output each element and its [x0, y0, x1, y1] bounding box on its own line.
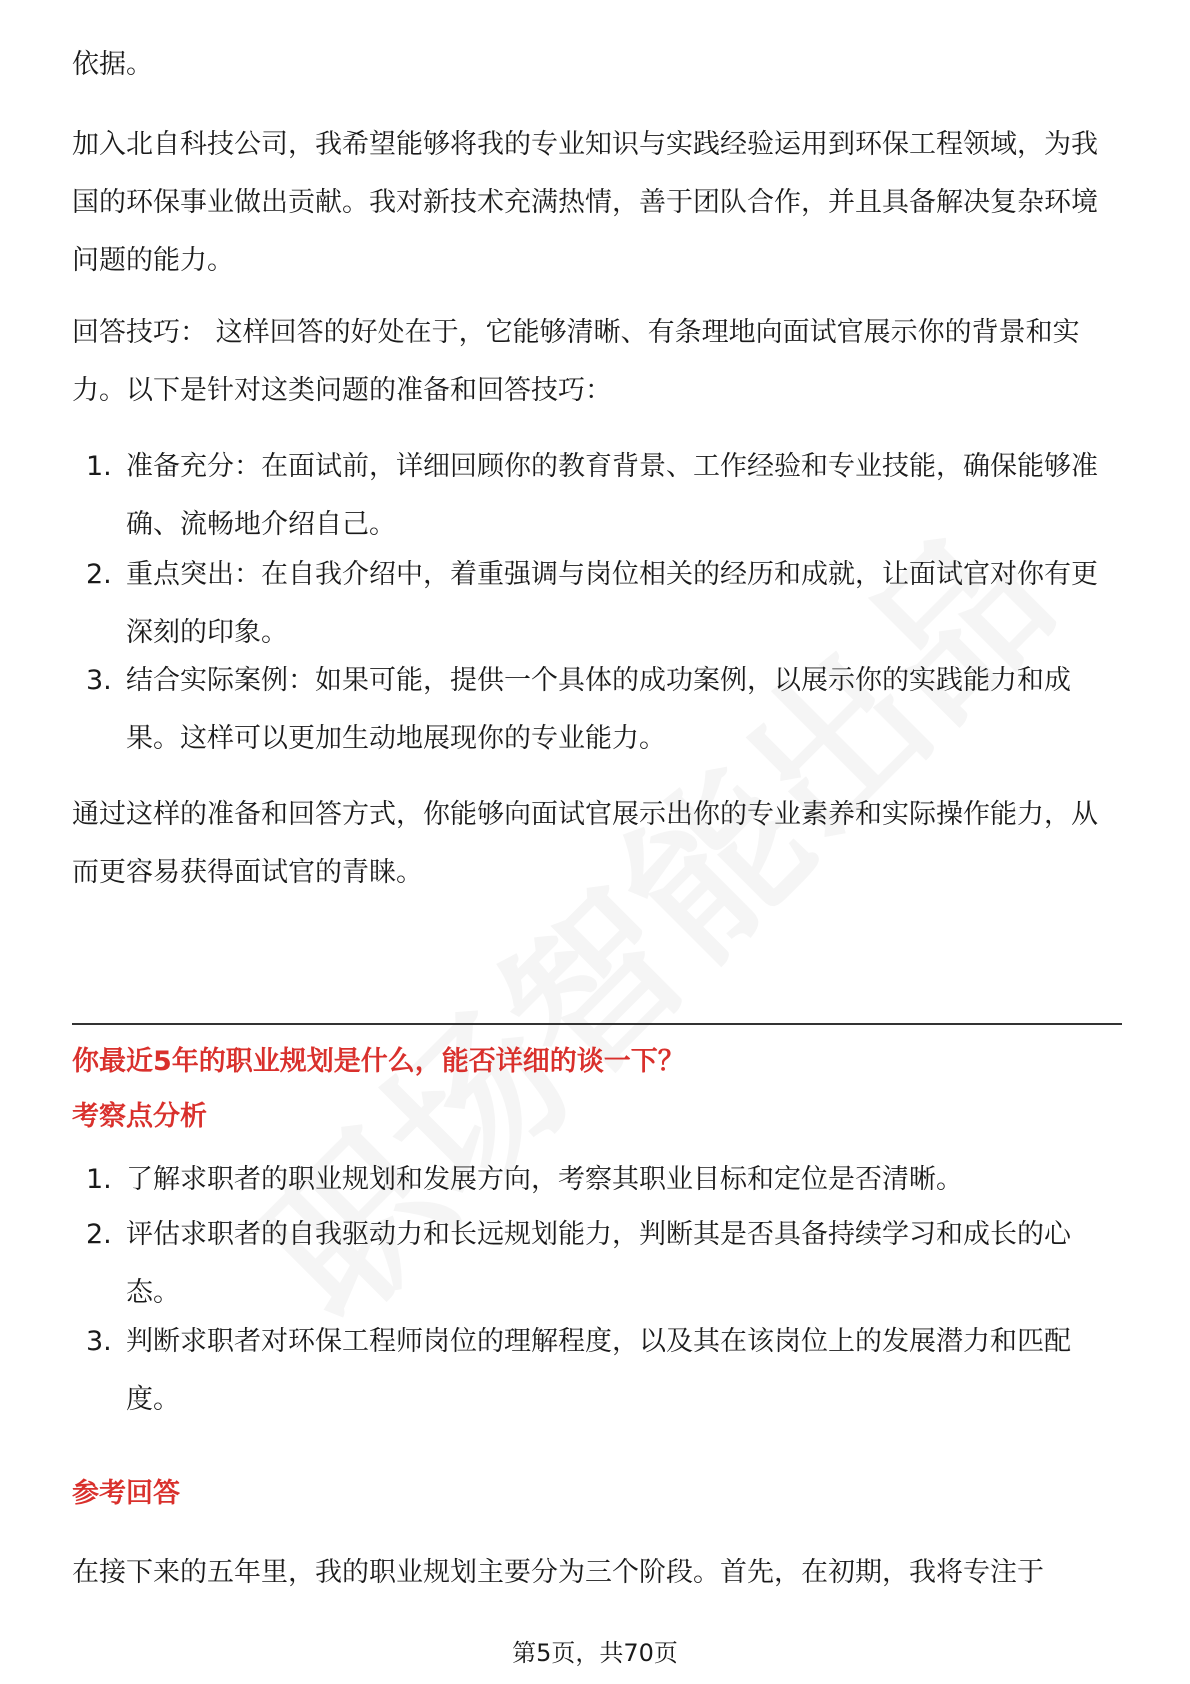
- answer-heading: 参考回答: [72, 1478, 180, 1509]
- list-item: [72, 1151, 1122, 1209]
- list-text: 结合实际案例：如果可能，提供一个具体的成功案例，以展示你的实践能力和成果。这样可以更加生动地展现你的专业能力。: [126, 665, 1071, 754]
- list-item: [72, 438, 1122, 554]
- list-item: [72, 652, 1122, 768]
- list-number: 3.: [86, 1326, 112, 1357]
- paragraph-answer: 在接下来的五年里，我的职业规划主要分为三个阶段。首先，在初期，我将专注于: [72, 1557, 1044, 1588]
- paragraph-ending: 依据。: [72, 49, 153, 80]
- list-number: 1.: [86, 1164, 112, 1195]
- list-number: 1.: [86, 451, 112, 482]
- analysis-heading: 考察点分析: [72, 1101, 207, 1132]
- list-item: [72, 546, 1122, 662]
- paragraph-company: 加入北自科技公司，我希望能够将我的专业知识与实践经验运用到环保工程领域，为我国的环保事业做出贡献。我对新技术充满热情，善于团队合作，并且具备解决复杂环境问题的能力。: [72, 129, 1098, 276]
- list-item: [72, 1313, 1122, 1429]
- list-text: 判断求职者对环保工程师岗位的理解程度，以及其在该岗位上的发展潜力和匹配度。: [126, 1326, 1071, 1415]
- list-item: [72, 1206, 1122, 1322]
- paragraph-answer-tips: 回答技巧： 这样回答的好处在于，它能够清晰、有条理地向面试官展示你的背景和实力。以下是针对这类问题的准备和回答技巧：: [72, 317, 1080, 406]
- list-number: 3.: [86, 665, 112, 696]
- list-text: 准备充分：在面试前，详细回顾你的教育背景、工作经验和专业技能，确保能够准确、流畅地介绍自己。: [126, 451, 1098, 540]
- list-text: 评估求职者的自我驱动力和长远规划能力，判断其是否具备持续学习和成长的心态。: [126, 1219, 1071, 1308]
- paragraph-summary: 通过这样的准备和回答方式，你能够向面试官展示出你的专业素养和实际操作能力，从而更容易获得面试官的青睐。: [72, 799, 1098, 888]
- question-title: 你最近5年的职业规划是什么，能否详细的谈一下？: [72, 1046, 685, 1077]
- list-number: 2.: [86, 1219, 112, 1250]
- list-text: 重点突出：在自我介绍中，着重强调与岗位相关的经历和成就，让面试官对你有更深刻的印象。: [126, 559, 1098, 648]
- list-number: 2.: [86, 559, 112, 590]
- page-footer: 第5页，共70页: [512, 1639, 678, 1667]
- section-divider: [72, 1023, 1122, 1025]
- list-text: 了解求职者的职业规划和发展方向，考察其职业目标和定位是否清晰。: [126, 1164, 963, 1195]
